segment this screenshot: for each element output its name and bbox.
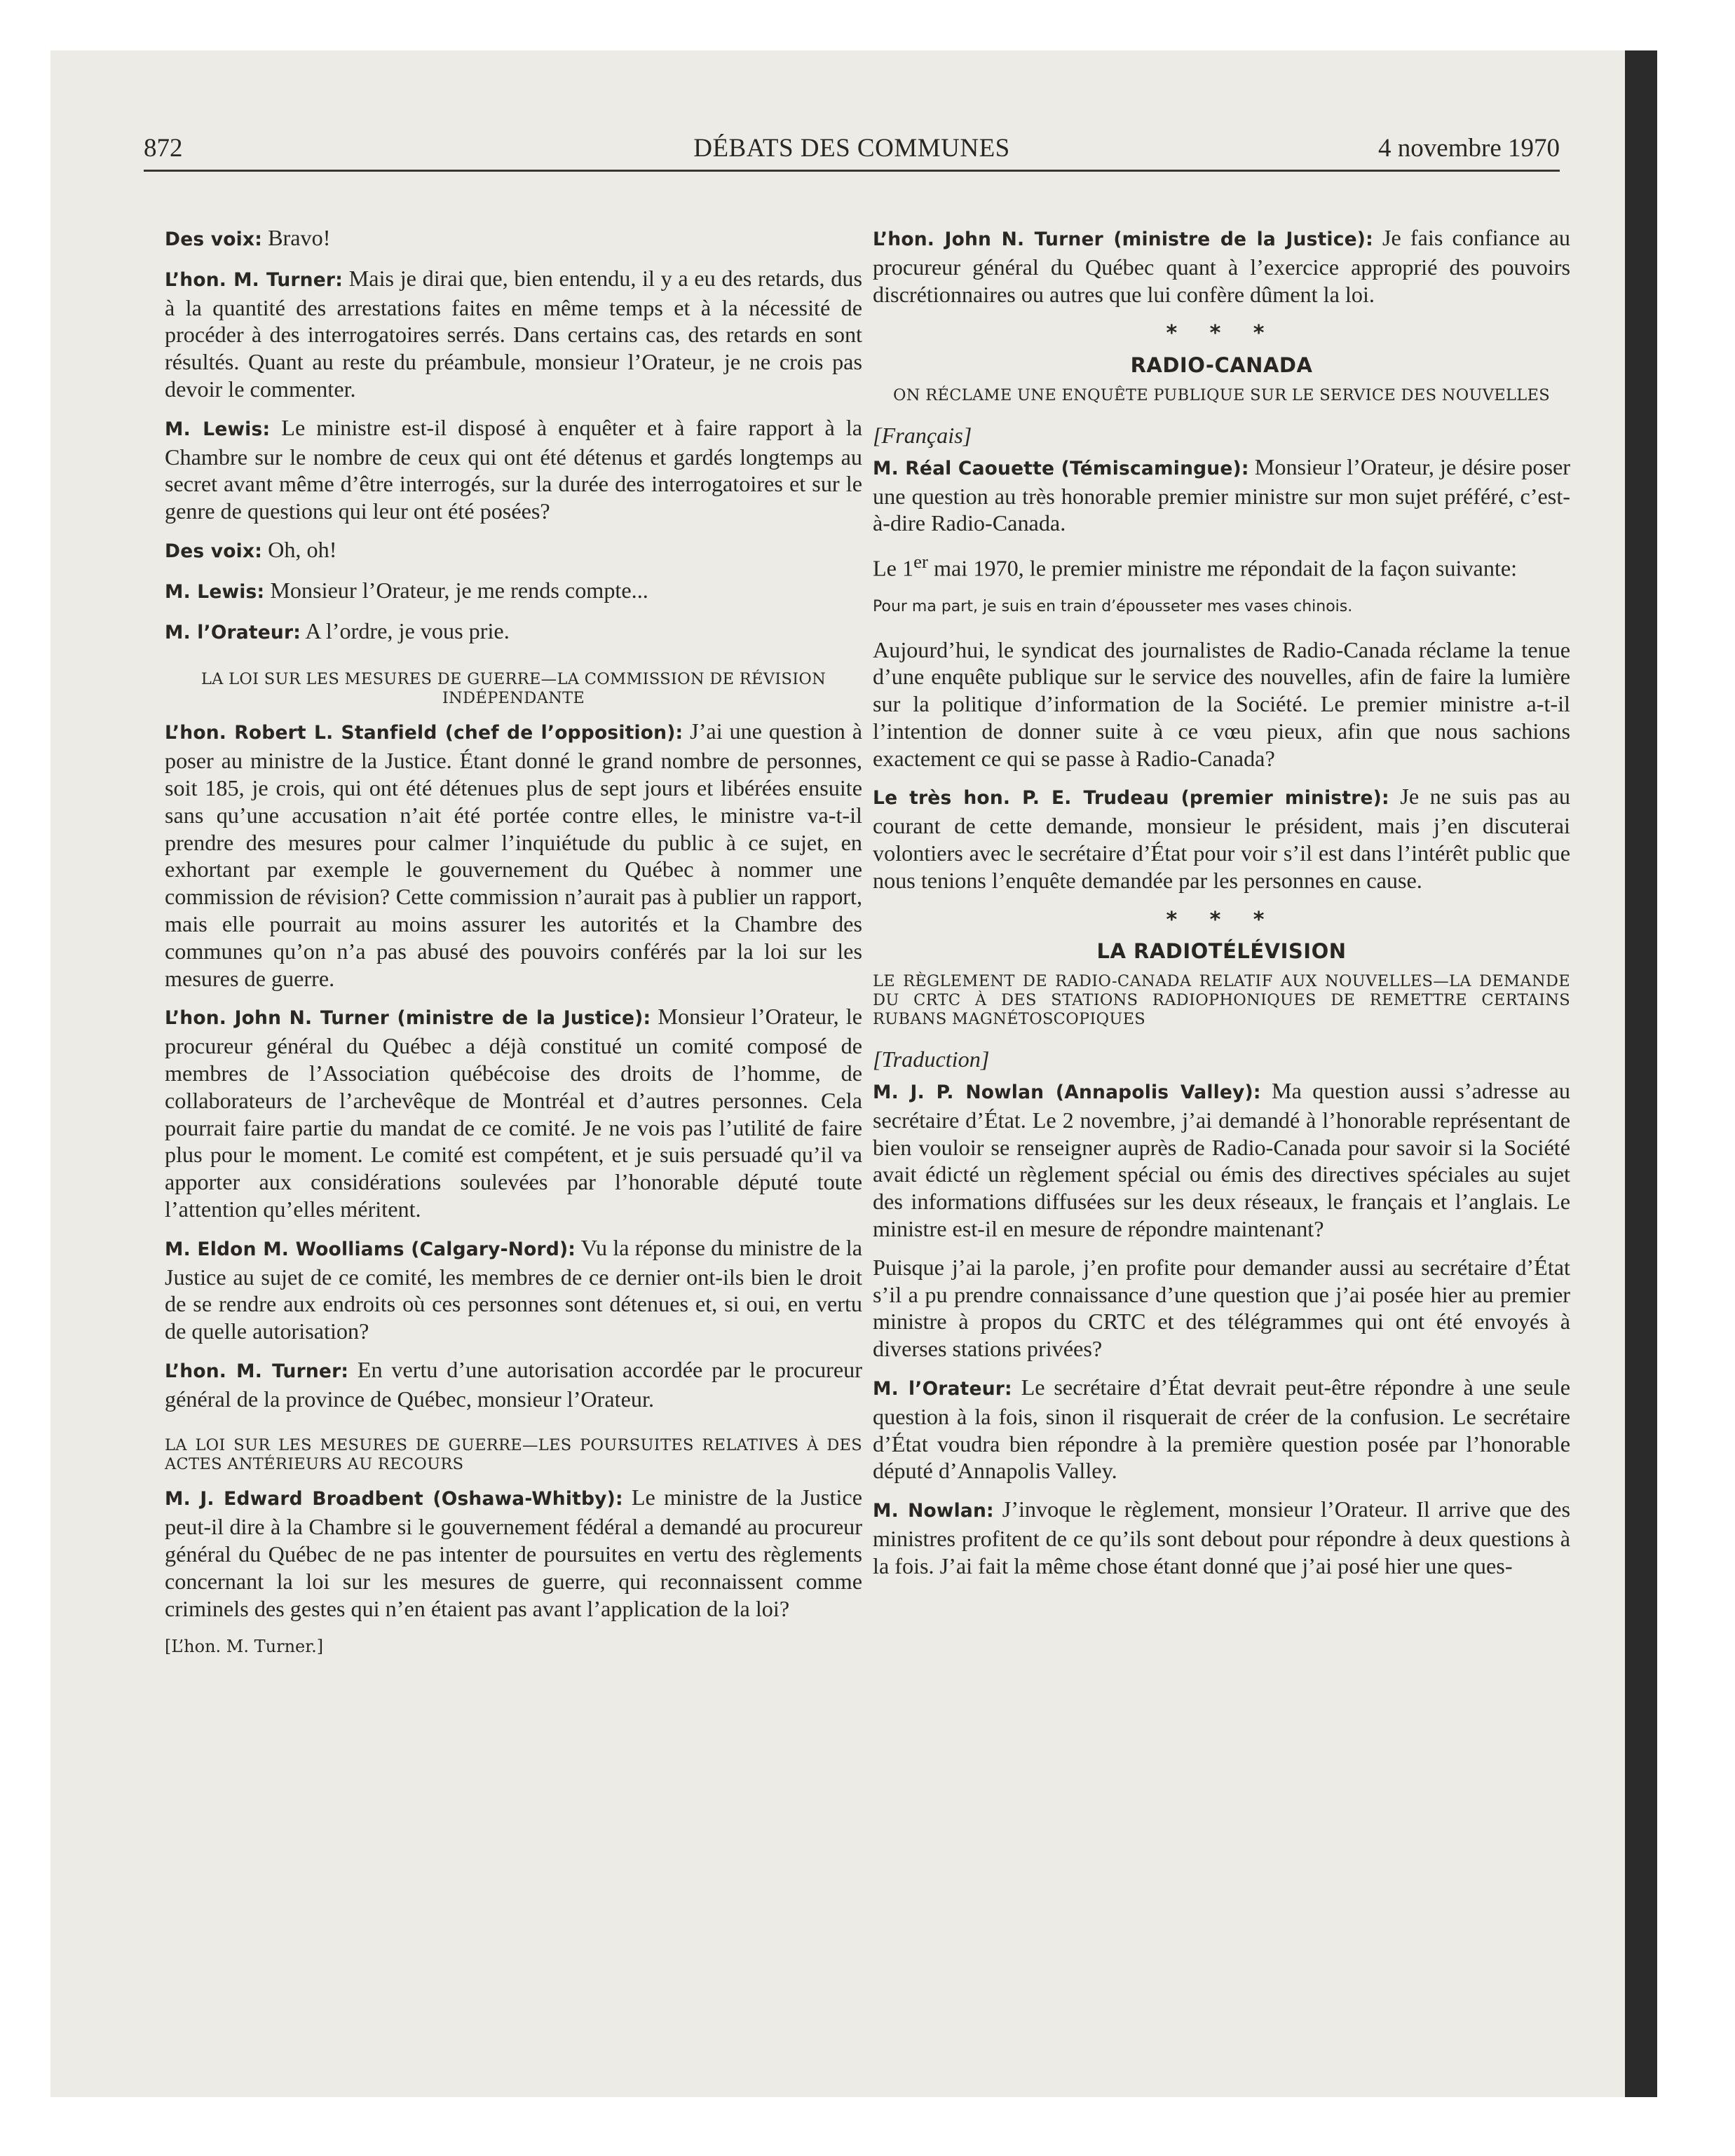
speaker: M. J. Edward Broadbent (Oshawa-Whitby): [165, 1488, 623, 1510]
paragraph [873, 1254, 1570, 1363]
major-heading: RADIO-CANADA [1130, 353, 1313, 378]
language-marker: [Traduction] [873, 1046, 990, 1072]
paragraph [873, 1374, 1570, 1485]
paragraph [873, 636, 1570, 772]
speaker: Des voix: [165, 540, 263, 562]
page-title: DÉBATS DES COMMUNES [693, 134, 1010, 163]
speaker: L’hon. M. Turner: [165, 1360, 349, 1382]
speech-text: Le ministre de la Justice peut-il dire à la Chambre si le gouvernement fédéral a demandé au procureur général du Québec de ne pas intenter de poursuites en vertu des règlements concernant la loi sur les mesures de guerre, qui reconnaissent comme criminels des gestes qui n’en étaient pas avant l’application de la loi? [165, 1485, 862, 1621]
speech-text: Mais je dirai que, bien entendu, il y a eu des retards, dus à la quantité des arrestations faites en même temps et à la nécessité de procéder à des interrogatoires serrés. Dans certains cas, des retards en sont résultés. Quant au reste du préambule, monsieur l’Orateur, je ne crois pas devoir le commenter. [165, 265, 862, 402]
paragraph [165, 224, 862, 254]
speech-text: Le secrétaire d’État devrait peut-être répondre à une seule question à la fois, sinon il risquerait de créer de la confusion. Le secrétaire d’État voudra bien répondre à la première question posée par l’honorable député d’Annapolis Valley. [873, 1374, 1570, 1484]
paragraph [873, 783, 1570, 894]
paragraph [165, 718, 862, 992]
page-number: 872 [144, 134, 183, 163]
speaker: M. l’Orateur: [873, 1378, 1012, 1400]
section-separator: * * * [1166, 907, 1277, 932]
section-separator: * * * [1166, 321, 1277, 346]
paragraph [165, 265, 862, 403]
speaker: M. Réal Caouette (Témiscamingue): [873, 457, 1249, 479]
section-heading: LA LOI SUR LES MESURES DE GUERRE—LA COMMISSION DE RÉVISION INDÉPENDANTE [200, 670, 826, 708]
speech-text: Aujourd’hui, le syndicat des journalistes de Radio-Canada réclame la tenue d’une enquête publique sur le service des nouvelles, afin de faire la lumière sur la politique d’information de la Société. Le premier ministre a-t-il l’intention de donner suite à ce vœu pieux, afin que nous sachions exactement ce qui se passe à Radio-Canada? [873, 636, 1570, 771]
speech-text: Oh, oh! [262, 536, 337, 562]
speech-text: J’ai une question à poser au ministre de la Justice. Étant donné le grand nombre de personnes, soit 185, je crois, qui ont été détenues plus de sept jours et libérées ensuite sans qu’une accusation n’ait été portée contre elles, le ministre va-t-il prendre des mesures pour calmer l’inquiétude du public à ce sujet, en exhortant par exemple le gouvernement du Québec à nommer une commission de révision? Cette commission n’aurait pas à publier un rapport, mais elle pourrait au moins assurer les autorités et la Chambre des communes qu’on n’a pas abusé des pouvoirs conférés par la loi sur les mesures de guerre. [165, 718, 862, 991]
paragraph [873, 1077, 1570, 1243]
paragraph [165, 414, 862, 525]
speech-text: Puisque j’ai la parole, j’en profite pour demander aussi au secrétaire d’État s’il a pu prendre connaissance d’une question que j’ai posée hier au premier ministre à propos du CRTC et des télégrammes qui ont été envoyés à diverses stations privées? [873, 1254, 1570, 1362]
section-heading: LA LOI SUR LES MESURES DE GUERRE—LES POURSUITES RELATIVES À DES ACTES ANTÉRIEURS AU RECOURS [165, 1436, 862, 1474]
speech-text: Vu la réponse du ministre de la Justice au sujet de ce comité, les membres de ce dernier ont-ils bien le droit de se rendre aux endroits où ces personnes sont détenues et, si oui, en vertu de quelle autorisation? [165, 1234, 862, 1344]
speech-text: Monsieur l’Orateur, je me rends compte... [264, 577, 648, 603]
paragraph [873, 224, 1570, 308]
superscript: er [913, 551, 928, 573]
speaker: M. Eldon M. Woolliams (Calgary-Nord): [165, 1238, 576, 1260]
paragraph [165, 1234, 862, 1345]
paragraph [165, 536, 862, 566]
speech-text: Bravo! [262, 225, 331, 250]
paragraph [165, 618, 862, 647]
paragraph [873, 548, 1570, 582]
speaker: M. Lewis: [165, 580, 265, 603]
speech-text: J’invoque le règlement, monsieur l’Orateur. Il arrive que des ministres profitent de ce qu’ils sont debout pour répondre à deux questions à la fois. J’ai fait la même chose étant donné que j’ai posé hier une ques- [873, 1496, 1570, 1578]
speech-text: Monsieur l’Orateur, je désire poser une question au très honorable premier ministre sur mon sujet préféré, c’est-à-dire Radio-Canada. [873, 453, 1570, 536]
paragraph [165, 1003, 862, 1222]
quotation: Pour ma part, je suis en train d’épousseter mes vases chinois. [873, 597, 1353, 615]
speech-text: mai 1970, le premier ministre me répondait de la façon suivante: [927, 555, 1518, 581]
header-date: 4 novembre 1970 [1378, 134, 1560, 163]
speech-text: Je ne suis pas au courant de cette demande, monsieur le président, mais j’en discuterai volontiers avec le secrétaire d’État pour voir s’il est dans l’intérêt public que nous tenions l’enquête demandée par les personnes en cause. [873, 784, 1570, 893]
speaker: L’hon. John N. Turner (ministre de la Justice): [873, 228, 1373, 250]
speaker: L’hon. M. Turner: [165, 268, 343, 291]
speech-text: A l’ordre, je vous prie. [301, 618, 510, 643]
speech-text: En vertu d’une autorisation accordée par le procureur général de la province de Québec, monsieur l’Orateur. [165, 1356, 862, 1412]
speech-text: Le ministre est-il disposé à enquêter et à faire rapport à la Chambre sur le nombre de ceux qui ont été détenus et gardés longtemps au secret avant même d’être interrogés, sur la durée des interrogatoires et sur le genre de questions qui leur ont été posées? [165, 414, 862, 524]
speaker: M. J. P. Nowlan (Annapolis Valley): [873, 1082, 1261, 1104]
speaker: L’hon. John N. Turner (ministre de la Justice): [165, 1007, 651, 1030]
paragraph [165, 1356, 862, 1413]
speaker: Le très hon. P. E. Trudeau (premier ministre): [873, 787, 1389, 810]
speaker: L’hon. Robert L. Stanfield (chef de l’opposition): [165, 722, 683, 744]
language-marker: [Français] [873, 422, 972, 448]
paragraph [165, 577, 862, 606]
header-rule [144, 170, 1560, 172]
speech-text: Monsieur l’Orateur, le procureur général du Québec a déjà constitué un comité composé de membres de l’Association québécoise des droits de l’homme, de collaborateurs de l’archevêque de Montréal et d’autres personnes. Cela pourrait faire partie du mandat de ce comité. Je ne vois pas l’utilité de faire plus pour le moment. Le comité est compétent, et je suis persuadé qu’il va apporter aux considérations soulevées par l’honorable député toute l’attention qu’elles méritent. [165, 1004, 862, 1222]
paragraph [873, 453, 1570, 537]
right-column [873, 224, 1570, 1591]
speaker: Des voix: [165, 228, 263, 250]
section-heading: ON RÉCLAME UNE ENQUÊTE PUBLIQUE SUR LE SERVICE DES NOUVELLES [893, 386, 1550, 404]
page-footer-note: [L’hon. M. Turner.] [165, 1637, 324, 1657]
speech-text: Je fais confiance au procureur général du Québec quant à l’exercice approprié des pouvoirs discrétionnaires ou autres que lui confère dûment la loi. [873, 225, 1570, 307]
paragraph [873, 1496, 1570, 1579]
major-heading: LA RADIOTÉLÉVISION [1096, 939, 1347, 964]
speech-text: Le 1 [873, 555, 914, 581]
section-heading: LE RÈGLEMENT DE RADIO-CANADA RELATIF AUX NOUVELLES—LA DEMANDE DU CRTC À DES STATIONS RADIOPHONIQUES DE REMETTRE CERTAINS RUBANS MAGNÉTOSCOPIQUES [873, 972, 1570, 1029]
speaker: M. l’Orateur: [165, 621, 301, 643]
page-header [144, 133, 1560, 170]
paragraph [165, 1484, 862, 1622]
speech-text: Ma question aussi s’adresse au secrétaire d’État. Le 2 novembre, j’ai demandé à l’honorable représentant de bien vouloir se renseigner auprès de Radio-Canada pour savoir si la Société avait édicté un règlement spécial ou émis des directives spéciales au sujet des informations diffusées sur les deux réseaux, le français et l’anglais. Le ministre est-il en mesure de répondre maintenant? [873, 1078, 1571, 1242]
left-column [165, 224, 862, 1672]
speaker: M. Nowlan: [873, 1500, 994, 1522]
speaker: M. Lewis: [165, 418, 271, 440]
